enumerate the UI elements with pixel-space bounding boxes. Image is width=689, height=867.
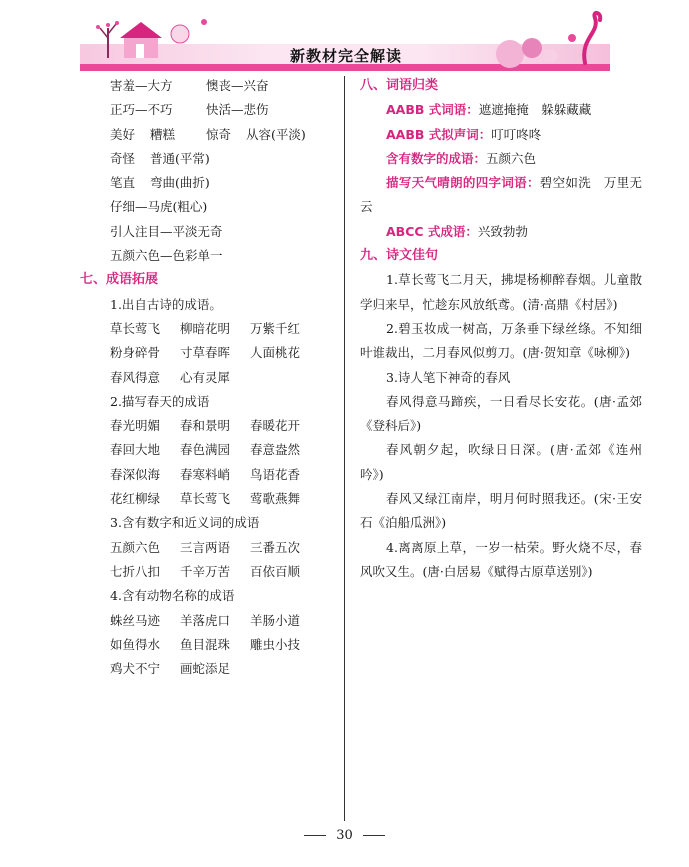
idiom: 蛛丝马迹	[110, 612, 161, 628]
idiom: 羊落虎口	[180, 612, 231, 628]
idiom: 画蛇添足	[180, 661, 231, 677]
word: 惊奇	[206, 126, 232, 142]
antonym-line	[88, 98, 338, 122]
footer-dash	[304, 835, 326, 836]
idiom: 春色满园	[180, 442, 231, 458]
idiom: 千辛万苦	[180, 563, 231, 579]
word: 从容(平淡)	[246, 126, 306, 142]
word: 笔直	[110, 175, 136, 191]
idiom: 草长莺飞	[110, 320, 161, 336]
category-label: 含有数字的成语：	[386, 150, 487, 166]
antonym-line: 五颜六色—色彩单一	[110, 248, 223, 264]
category-label: AABB 式拟声词：	[386, 126, 492, 142]
idiom: 心有灵犀	[180, 369, 231, 385]
word: 奇怪	[110, 150, 136, 166]
sun-icon	[171, 19, 207, 43]
idiom-row	[88, 560, 338, 584]
idiom-row	[88, 341, 338, 365]
idiom: 鱼目混珠	[180, 636, 231, 652]
poem-paragraph: 春风得意马蹄疾，一日看尽长安花。(唐·孟郊《登科后》)	[360, 393, 642, 434]
idiom-row	[88, 366, 338, 390]
idiom-row	[88, 657, 338, 681]
antonym-pair: 懊丧—兴奋	[206, 78, 269, 93]
idiom: 鸟语花香	[250, 466, 301, 482]
idiom-row	[88, 317, 338, 341]
idiom: 春光明媚	[110, 418, 161, 434]
idiom: 三言两语	[180, 539, 231, 555]
idiom: 春暖花开	[250, 418, 301, 434]
section-title: 七、成语拓展	[80, 272, 159, 288]
category-label: ABCC 式成语：	[386, 223, 478, 239]
antonym-pair: 害羞—大方	[110, 78, 173, 93]
idiom: 七折八扣	[110, 563, 161, 579]
section-title: 八、词语归类	[360, 78, 439, 93]
antonym-line: 引人注目—平淡无奇	[110, 223, 223, 239]
idiom: 春和景明	[180, 418, 231, 434]
poem-paragraph: 1.草长莺飞二月天，拂堤杨柳醉春烟。儿童散学归来早，忙趁东风放纸鸢。(清·高鼎《村居》)	[360, 272, 642, 312]
idiom: 雕虫小技	[250, 636, 301, 652]
idiom: 羊肠小道	[250, 612, 301, 628]
idiom: 百依百顺	[250, 563, 301, 579]
poem-paragraph: 2.碧玉妆成一树高，万条垂下绿丝绦。不知细叶谁裁出，二月春风似剪刀。(唐·贺知章《咏柳》)	[360, 320, 642, 361]
category-text: 五颜六色	[486, 150, 537, 166]
word: 糟糕	[150, 126, 176, 142]
idiom: 如鱼得水	[110, 636, 161, 652]
group-heading: 3.含有数字和近义词的成语	[110, 515, 260, 531]
idiom-row	[88, 438, 338, 462]
idiom: 春风得意	[110, 369, 161, 385]
idiom: 莺歌燕舞	[250, 491, 301, 507]
left-column	[80, 74, 338, 681]
antonym-pair: 正巧—不巧	[110, 102, 173, 118]
group-heading: 2.描写春天的成语	[110, 393, 210, 409]
house-icon	[120, 22, 162, 58]
idiom: 花红柳绿	[110, 491, 161, 507]
group-heading: 4.含有动物名称的成语	[110, 588, 235, 604]
idiom: 鸡犬不宁	[110, 661, 161, 677]
idiom: 春意盎然	[250, 442, 301, 458]
poem-paragraph: 4.离离原上草，一岁一枯荣。野火烧不尽，春风吹又生。(唐·白居易《赋得古原草送别》)	[360, 539, 642, 579]
category-label: 描写天气晴朗的四字词语：	[386, 175, 540, 191]
word-category	[360, 123, 642, 147]
word-category	[360, 98, 642, 122]
group-heading: 1.出自古诗的成语。	[110, 296, 222, 312]
idiom: 春深似海	[110, 466, 161, 482]
category-label: AABB 式词语：	[386, 102, 479, 118]
page-title: 新教材完全解读	[290, 47, 403, 65]
section-title: 九、诗文佳句	[360, 248, 439, 264]
column-divider	[344, 76, 345, 821]
category-text: 兴致勃勃	[477, 223, 528, 239]
antonym-pair: 快活—悲伤	[206, 102, 269, 118]
idiom: 三番五次	[250, 539, 301, 555]
page-number: 30	[336, 828, 353, 843]
idiom: 草长莺飞	[180, 491, 231, 507]
page-footer	[0, 828, 689, 843]
right-column	[360, 74, 642, 584]
idiom: 粉身碎骨	[110, 345, 161, 361]
idiom: 春回大地	[110, 442, 161, 458]
word: 美好	[110, 126, 136, 142]
idiom: 柳暗花明	[180, 320, 231, 336]
word-category	[360, 220, 642, 244]
antonym-line	[88, 123, 338, 147]
idiom: 五颜六色	[110, 539, 161, 555]
idiom-row	[88, 609, 338, 633]
idiom-row	[88, 414, 338, 438]
idiom-row	[88, 633, 338, 657]
word-category	[360, 147, 642, 171]
word: 弯曲(曲折)	[150, 175, 210, 191]
idiom-row	[88, 487, 338, 511]
page-header	[80, 8, 610, 74]
antonym-line	[88, 147, 338, 171]
antonym-line	[88, 171, 338, 195]
category-text: 碧空如洗 万里无云	[360, 175, 642, 215]
idiom: 人面桃花	[250, 345, 301, 361]
idiom: 万紫千红	[250, 320, 301, 336]
poem-paragraph: 3.诗人笔下神奇的春风	[386, 369, 511, 385]
antonym-line	[88, 195, 338, 219]
category-text: 叮叮咚咚	[491, 126, 542, 142]
idiom-row	[88, 536, 338, 560]
idiom: 寸草春晖	[180, 345, 231, 361]
category-text: 遮遮掩掩 躲躲藏藏	[478, 102, 592, 118]
idiom: 春寒料峭	[180, 466, 231, 482]
idiom-row	[88, 463, 338, 487]
poem-paragraph: 春风朝夕起，吹绿日日深。(唐·孟郊《连州吟》)	[360, 442, 642, 482]
word: 仔细—马虎(粗心)	[110, 199, 208, 215]
word: 普通(平常)	[150, 150, 210, 166]
antonym-line	[88, 74, 338, 98]
poem-paragraph: 春风又绿江南岸，明月何时照我还。(宋·王安石《泊船瓜洲》)	[360, 491, 642, 531]
footer-dash	[363, 835, 385, 836]
word-category	[360, 171, 642, 220]
